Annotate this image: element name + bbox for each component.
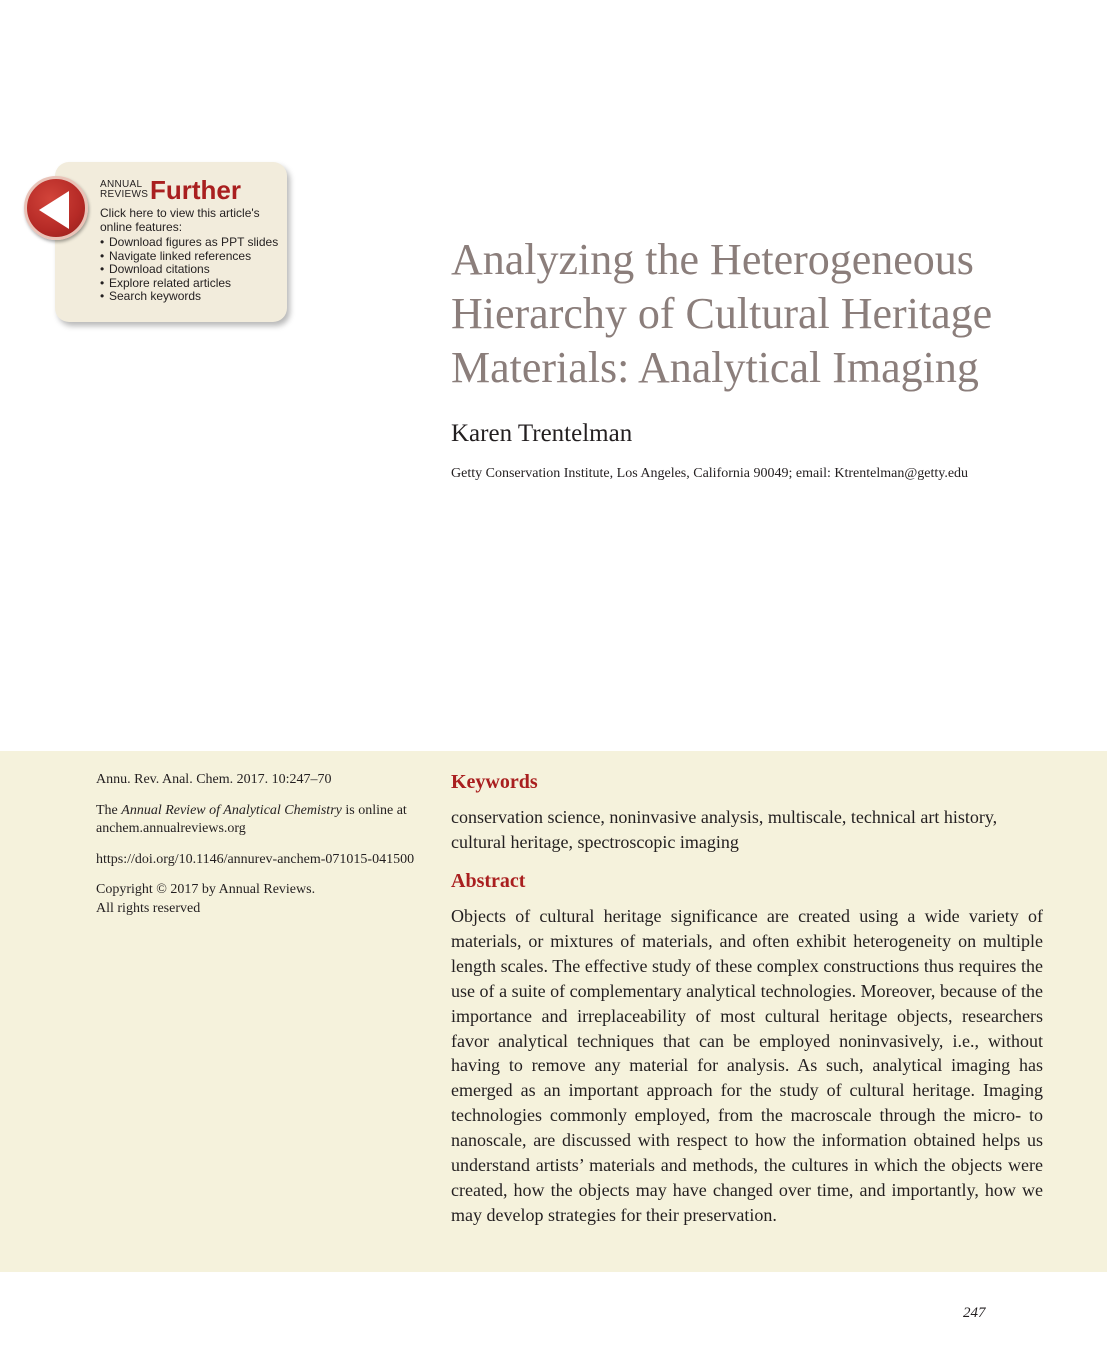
further-play-button[interactable] [24,176,88,240]
citation: Annu. Rev. Anal. Chem. 2017. 10:247–70 [96,772,332,787]
article-meta [96,771,416,930]
keywords-text: conservation science, noninvasive analysis, multiscale, technical art history, cultural heritage, spectroscopic imaging [451,807,998,852]
feature-related-articles[interactable]: • Explore related articles [100,277,280,291]
click-here-link[interactable]: Click here [100,206,154,220]
keywords-heading: Keywords [451,771,538,793]
feature-navigate-references[interactable]: • Navigate linked references [100,250,280,264]
further-feature-list [100,236,280,304]
journal-online-note: The Annual Review of Analytical Chemistry is online at anchem.annualreviews.org [96,802,407,836]
further-title: Further [150,175,241,205]
abstract-text: Objects of cultural heritage significance are created using a wide variety of materials, or mixtures of materials, and often exhibit heterogeneity on multiple length scales. The effective study of these complex constructions thus requires the use of a suite of complementary analytical technologies. Moreover, because of the importance and irreplaceability of most cultural heritage objects, researchers favor analytical techniques that can be employed noninvasively, i.e., without having to remove any material for analysis. As such, analytical imaging has emerged as an important approach for the study of cultural heritage. Imaging technologies commonly employed, from the macroscale through the micro- to nanoscale, are discussed with respect to how the information obtained helps us understand artists’ materials and methods, the cultures in which the objects were created, how the objects may have changed over time, and importantly, how we may develop strategies for their preservation. [451,906,1043,1225]
further-intro: to view this article's online features: [100,206,260,234]
doi-link[interactable]: https://doi.org/10.1146/annurev-anchem-071015-041500 [96,851,415,867]
annual-reviews-logo: ANNUAL REVIEWS [100,179,149,200]
feature-search-keywords[interactable]: • Search keywords [100,290,280,304]
copyright: Copyright © 2017 by Annual Reviews. All rights reserved [96,882,316,916]
page-number: 247 [963,1305,986,1321]
journal-name: Annual Review of Analytical Chemistry [121,802,342,818]
further-description [100,207,280,304]
feature-download-figures[interactable]: • Download figures as PPT slides [100,236,280,250]
abstract-heading: Abstract [451,870,526,892]
author-affiliation: Getty Conservation Institute, Los Angeles, California 90049; email: Ktrentelman@getty.edu [451,466,969,481]
author-name: Karen Trentelman [451,420,633,447]
back-arrow-icon [35,189,79,231]
feature-download-citations[interactable]: • Download citations [100,263,280,277]
article-title: Analyzing the Heterogeneous Hierarchy of Cultural Heritage Materials: Analytical Imaging [451,235,993,392]
